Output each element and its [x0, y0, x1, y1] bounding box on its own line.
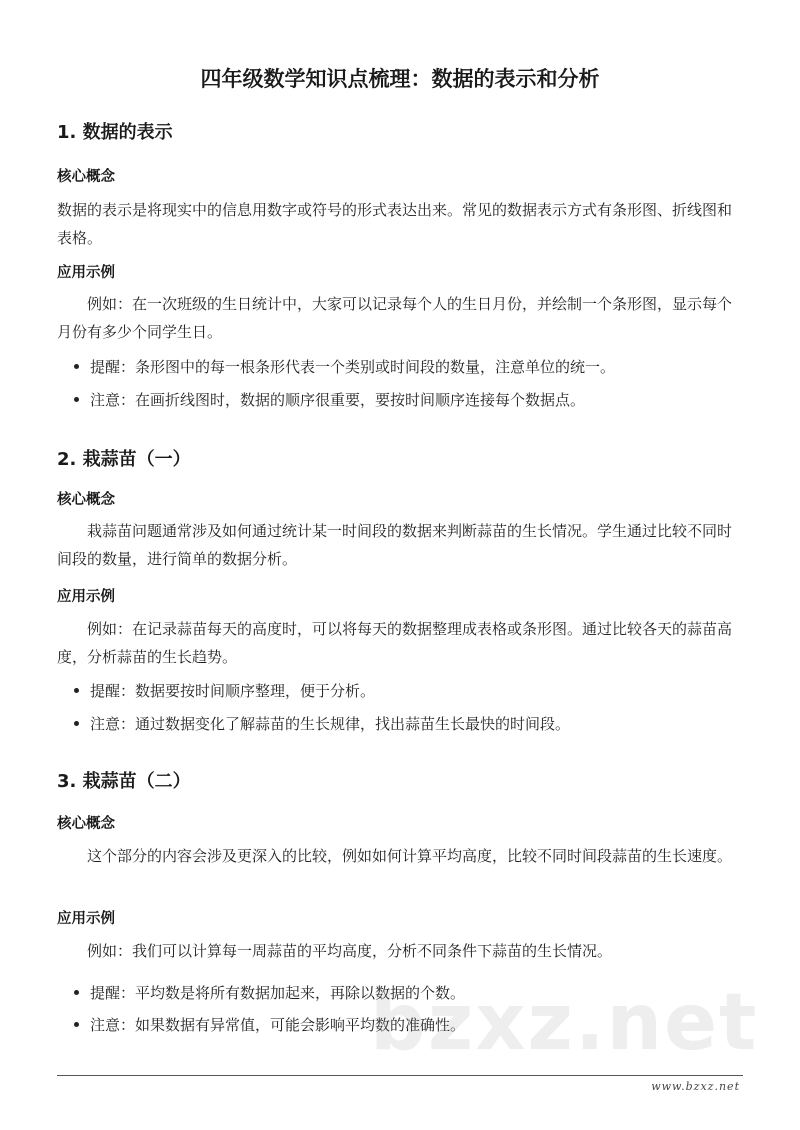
bullet-text: 提醒：平均数是将所有数据加起来，再除以数据的个数。: [90, 984, 466, 1002]
bullet-dot-icon: [74, 990, 79, 995]
bullet-dot-icon: [74, 1022, 79, 1027]
example-label-3: 应用示例: [57, 911, 115, 927]
bullet-item: [74, 712, 760, 736]
bullet-item: [74, 679, 760, 703]
section-heading-2: 2. 栽蒜苗（一）: [57, 449, 191, 470]
bullet-dot-icon: [74, 364, 79, 369]
section-heading-3: 3. 栽蒜苗（二）: [57, 771, 191, 792]
concept-text-2: 栽蒜苗问题通常涉及如何通过统计某一时间段的数据来判断蒜苗的生长情况。学生通过比较不同时间段的数量，进行简单的数据分析。: [57, 522, 733, 568]
bullet-text: 注意：如果数据有异常值，可能会影响平均数的准确性。: [90, 1016, 466, 1034]
concept-text-3: 这个部分的内容会涉及更深入的比较，例如如何计算平均高度，比较不同时间段蒜苗的生长速度。: [87, 847, 733, 865]
example-text-1: 例如：在一次班级的生日统计中，大家可以记录每个人的生日月份，并绘制一个条形图，显示每个月份有多少个同学生日。: [57, 295, 733, 341]
page-title: 四年级数学知识点梳理：数据的表示和分析: [200, 67, 600, 91]
example-label-1: 应用示例: [57, 265, 115, 281]
section-heading-1: 1. 数据的表示: [57, 122, 173, 143]
concept-text-1: 数据的表示是将现实中的信息用数字或符号的形式表达出来。常见的数据表示方式有条形图、折线图和表格。: [57, 201, 733, 247]
concept-label-2: 核心概念: [57, 492, 115, 508]
bullet-item: [74, 355, 760, 379]
bullet-text: 注意：在画折线图时，数据的顺序很重要，要按时间顺序连接每个数据点。: [90, 391, 586, 409]
bullet-text: 提醒：条形图中的每一根条形代表一个类别或时间段的数量，注意单位的统一。: [90, 358, 616, 376]
bullet-dot-icon: [74, 397, 79, 402]
bullet-text: 注意：通过数据变化了解蒜苗的生长规律，找出蒜苗生长最快的时间段。: [90, 715, 571, 733]
concept-label-1: 核心概念: [57, 169, 115, 185]
example-text-3: 例如：我们可以计算每一周蒜苗的平均高度，分析不同条件下蒜苗的生长情况。: [87, 942, 613, 960]
footer-divider: [57, 1075, 743, 1076]
example-label-2: 应用示例: [57, 589, 115, 605]
bullet-dot-icon: [74, 721, 79, 726]
watermark: bzxz.net: [370, 978, 759, 1068]
bullet-item: [74, 388, 760, 412]
bullet-text: 提醒：数据要按时间顺序整理，便于分析。: [90, 682, 376, 700]
bullet-dot-icon: [74, 688, 79, 693]
concept-label-3: 核心概念: [57, 816, 115, 832]
footer-url: www.bzxz.net: [651, 1080, 740, 1093]
example-text-2: 例如：在记录蒜苗每天的高度时，可以将每天的数据整理成表格或条形图。通过比较各天的蒜苗高度，分析蒜苗的生长趋势。: [57, 620, 733, 666]
